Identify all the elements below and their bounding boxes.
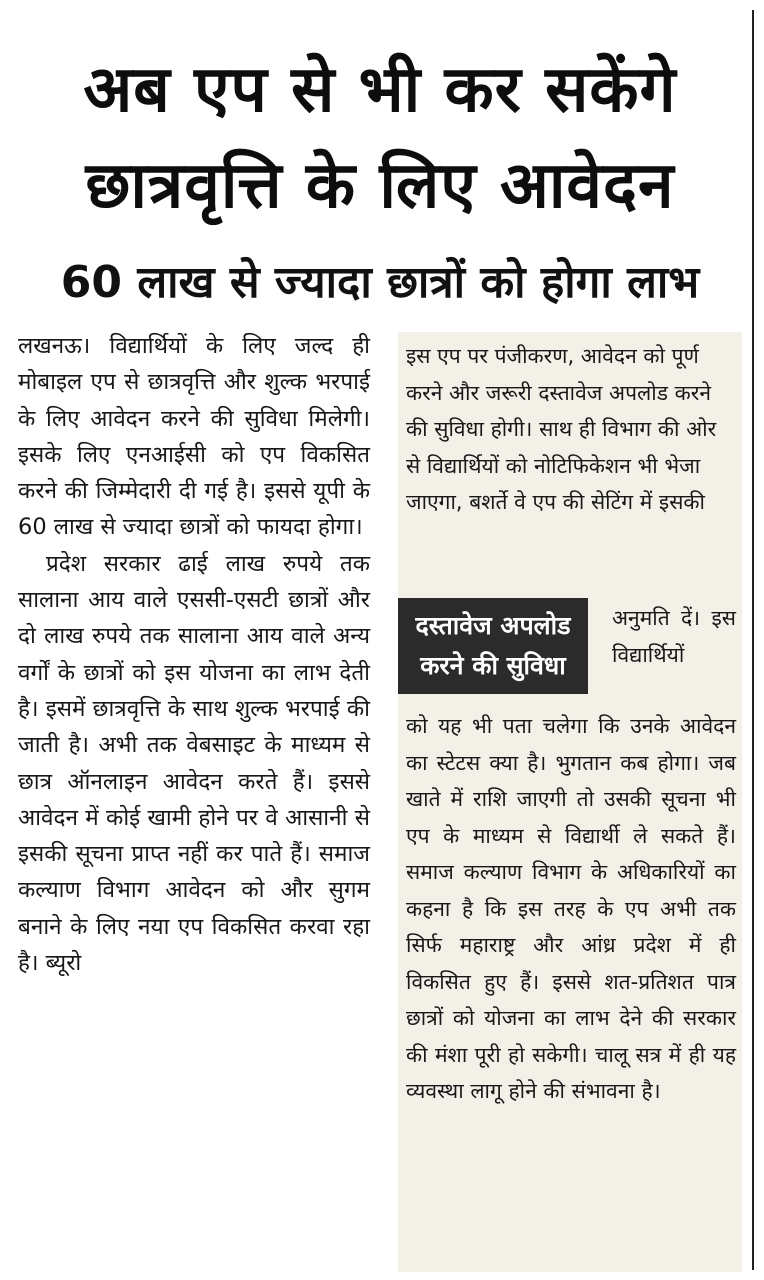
right-column (398, 332, 742, 1272)
callout-box (398, 598, 588, 694)
headline (20, 42, 740, 234)
callout-line-2: करने की सुविधा (420, 651, 566, 680)
left-column (18, 328, 370, 981)
left-paragraph-1: लखनऊ। विद्यार्थियों के लिए जल्द ही मोबाइल एप से छात्रवृत्ति और शुल्क भरपाई के लिए आवेदन करने की सुविधा मिलेगी। इसके लिए एनआईसी को एप विकसित करने की जिम्मेदारी दी गई है। इससे यूपी के 60 लाख से ज्यादा छात्रों को फायदा होगा। (18, 333, 370, 541)
left-paragraph-2: प्रदेश सरकार ढाई लाख रुपये तक सालाना आय वाले एससी-एसटी छात्रों और दो लाख रुपये तक सालाना आय वाले अन्य वर्गों के छात्रों को इस योजना का लाभ देती है। इसमें छात्रवृत्ति के साथ शुल्क भरपाई की जाती है। अभी तक वेबसाइट के माध्यम से छात्र ऑनलाइन आवेदन करते हैं। इससे आवेदन में कोई खामी होने पर वे आसानी से इसकी सूचना प्राप्त नहीं कर पाते हैं। समाज कल्याण विभाग आवेदन को और सुगम बनाने के लिए नया एप विकसित करवा रहा है। ब्यूरो (18, 550, 370, 977)
callout-line-1: दस्तावेज अपलोड (415, 611, 571, 640)
headline-line-2: छात्रवृत्ति के लिए आवेदन (85, 149, 675, 223)
right-paragraph-2: को यह भी पता चलेगा कि उनके आवेदन का स्टेटस क्या है। भुगतान कब होगा। जब खाते में राशि जाएगी तो उसकी सूचना भी एप के माध्यम से विद्यार्थी ले सकते हैं। समाज कल्याण विभाग के अधिकारियों का कहना है कि इस तरह के एप अभी तक सिर्फ महाराष्ट्र और आंध्र प्रदेश में ही विकसित हुए हैं। इससे शत-प्रतिशत पात्र छात्रों को योजना का लाभ देने की सरकार की मंशा पूरी हो सकेगी। चालू सत्र में ही यह व्यवस्था लागू होने की संभावना है। (406, 714, 736, 1103)
right-paragraph-1: इस एप पर पंजीकरण, आवेदन को पूर्ण करने और जरूरी दस्तावेज अपलोड करने की सुविधा होगी। साथ ही विभाग की ओर से विद्यार्थियों को नोटिफिकेशन भी भेजा जाएगा, बशर्ते वे एप की सेटिंग में इसकी (406, 344, 717, 514)
headline-line-1: अब एप से भी कर सकेंगे (83, 53, 677, 127)
subheadline: 60 लाख से ज्यादा छात्रों को होगा लाभ (60, 257, 700, 308)
right-beside-callout: अनुमति दें। इस विद्यार्थियों (612, 606, 736, 667)
column-rule (752, 10, 754, 1270)
